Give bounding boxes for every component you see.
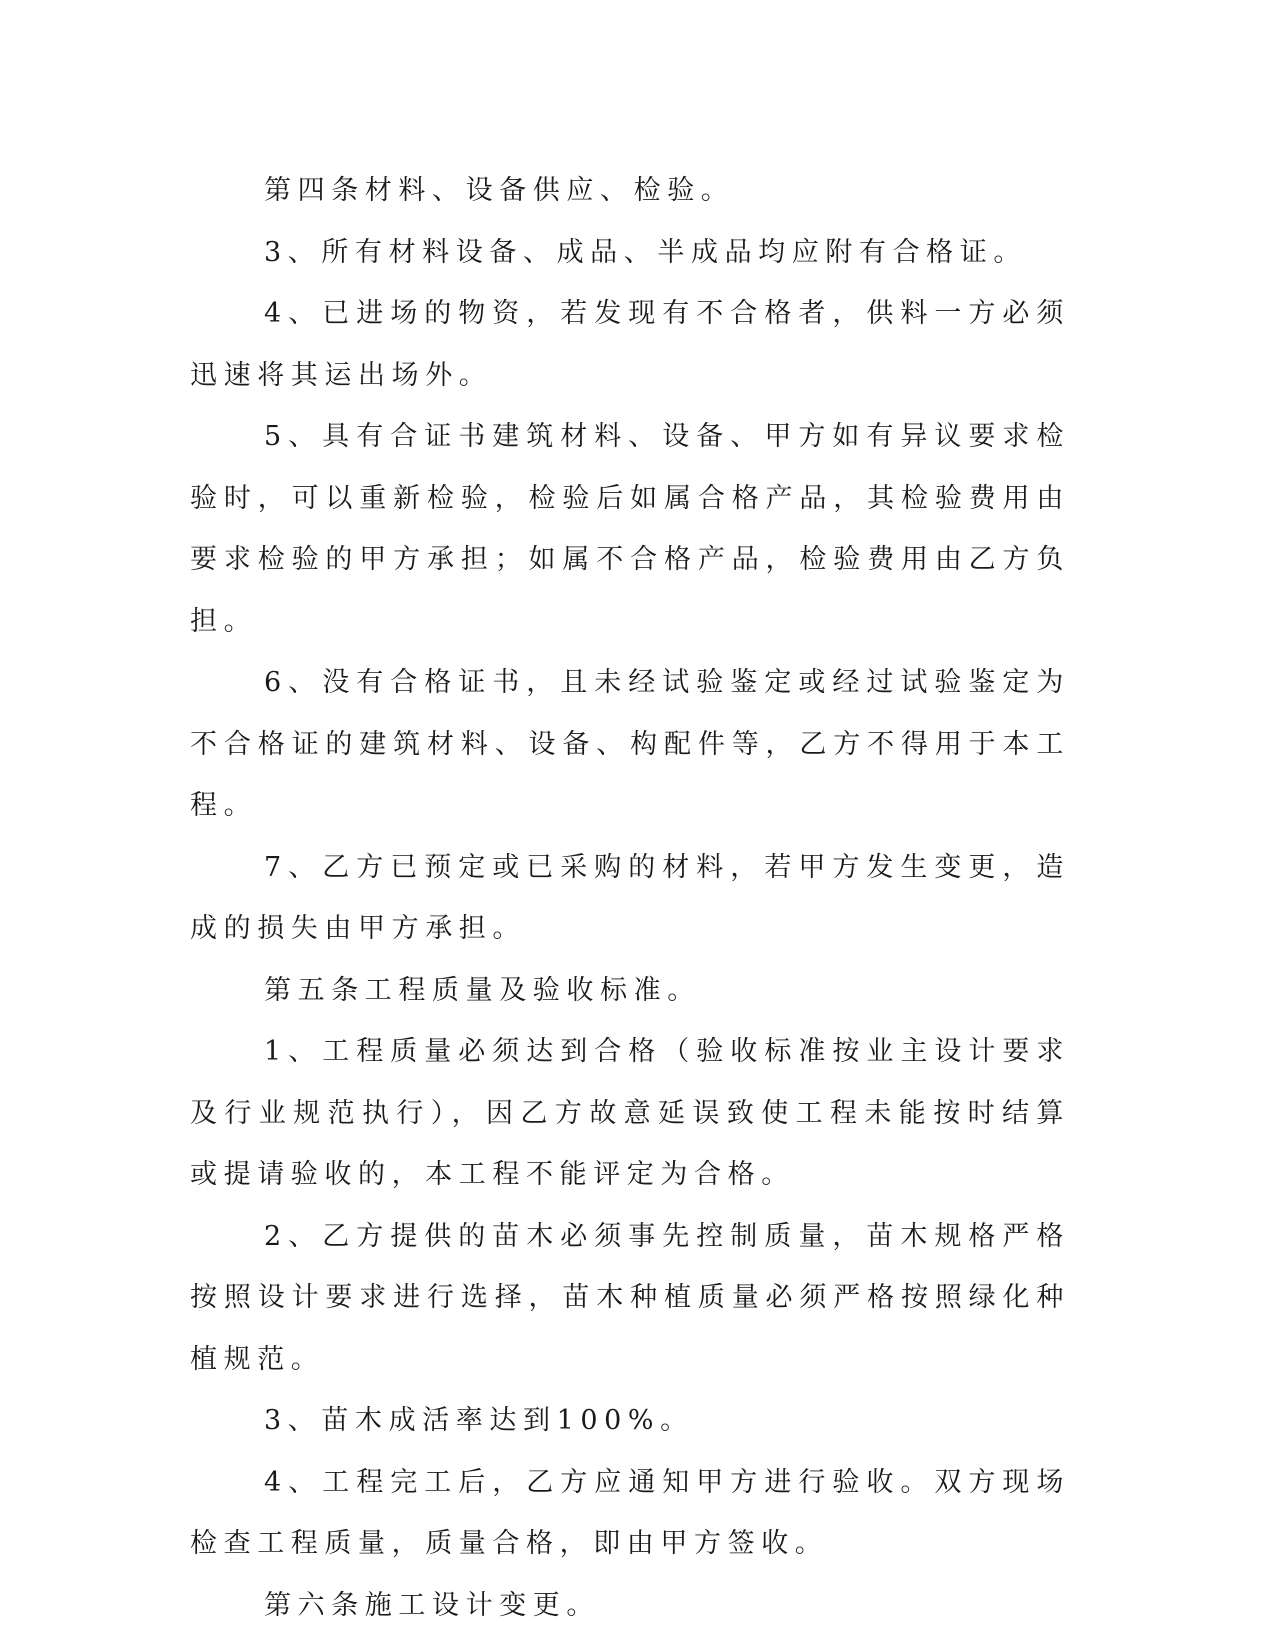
paragraph-item-3: 3、所有材料设备、成品、半成品均应附有合格证。	[264, 236, 1027, 268]
paragraph-quality-1: 1、工程质量必须达到合格（验收标准按业主设计要求及行业规范执行），因乙方故意延误致使工程未能按时结算或提请验收的，本工程不能评定为合格。	[190, 1036, 1070, 1190]
paragraph-quality-3: 3、苗木成活率达到100%。	[264, 1405, 694, 1436]
paragraph-item-4: 4、已进场的物资，若发现有不合格者，供料一方必须迅速将其运出场外。	[190, 298, 1070, 391]
document-page	[190, 160, 1070, 1636]
paragraph-quality-2: 2、乙方提供的苗木必须事先控制质量，苗木规格严格按照设计要求进行选择，苗木种植质量必须严格按照绿化种植规范。	[190, 1220, 1070, 1375]
section-heading-article-6: 第六条施工设计变更。	[264, 1589, 600, 1621]
paragraph-item-6: 6、没有合格证书，且未经试验鉴定或经过试验鉴定为不合格证的建筑材料、设备、构配件等，乙方不得用于本工程。	[190, 667, 1070, 821]
paragraph-item-7: 7、乙方已预定或已采购的材料，若甲方发生变更，造成的损失由甲方承担。	[190, 851, 1070, 944]
section-heading-article-4: 第四条材料、设备供应、检验。	[264, 175, 735, 206]
paragraph-quality-4: 4、工程完工后，乙方应通知甲方进行验收。双方现场检查工程质量，质量合格，即由甲方签收。	[190, 1466, 1070, 1559]
paragraph-item-5: 5、具有合证书建筑材料、设备、甲方如有异议要求检验时，可以重新检验，检验后如属合格产品，其检验费用由要求检验的甲方承担；如属不合格产品，检验费用由乙方负担。	[190, 421, 1070, 637]
section-heading-article-5: 第五条工程质量及验收标准。	[264, 974, 701, 1006]
